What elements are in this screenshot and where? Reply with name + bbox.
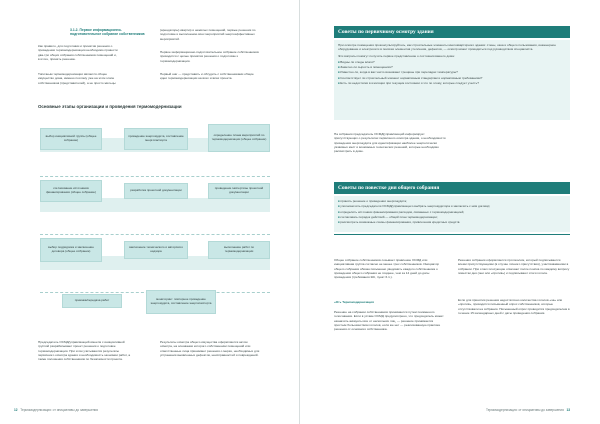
panel1-body xyxy=(334,40,570,120)
col1-subhead: «От» Термомодернизация xyxy=(334,300,374,304)
intro-col2-p1: (арендаторы) квартир и нежилых помещений, первые решения по подготовке и выполнению всех мероприятий энергоэффективных мероприятий. xyxy=(160,28,256,41)
stage-box-4: согласование источников финансирования (общее собрание) xyxy=(40,180,102,202)
panel2-title: Советы по повестке дня общего собрания xyxy=(334,182,570,194)
section-title: Первое информационно-подготовительное собрание собственников xyxy=(70,28,145,37)
right-footer-text: Термомодернизация: от инициативы до завершения xyxy=(486,408,564,412)
col1-p2: Решение на собрании собственников принимается путем поименного голосования. Если в уставе ОСМД предусмотрено, что председатель может назначить аккаунты все от нескольких лиц, — решение принимается простым большинством голосов, если же нет — реализованную практике решения от основного собственника. xyxy=(334,310,444,332)
left-footer-text: Термомодернизация: от инициативы до завершения xyxy=(20,408,99,412)
left-page-number: 12 xyxy=(14,408,18,412)
section-heading xyxy=(70,28,150,37)
stage-box-11: мониторинг: повторное проведение энергоаудита, составление энергопаспорта xyxy=(146,290,216,314)
intro-col1-p1: Как правило, для подготовки и принятия решения о проведении термомодернизации необходимо провести два-три общих собрания собственников помещений и, в итоге, принять решение. xyxy=(38,44,118,61)
stage-box-7: выбор подрядчика и заключение договора (общее собрание) xyxy=(40,238,102,262)
stage-box-6: проведение экспертизы проектной документации xyxy=(208,183,270,199)
col2-p1: Решения собрания оформляются протоколом, который подписывается всеми присутствующими (в случае личного присутствия), участвовавшими в собрании. При этом голосующие отвечают после поиска по каждому вопросу повестки дня (они или «против») и подписывают итоги голоса. xyxy=(458,258,570,275)
diagram-title: Основные этапы организации и проведения термомодернизации xyxy=(38,104,182,109)
panel1-bullet-list xyxy=(338,60,566,86)
dashed-divider-2 xyxy=(40,234,270,235)
panel1-title: Советы по первичному осмотру здания xyxy=(334,26,570,38)
right-footer xyxy=(486,408,570,412)
stage-box-3: определение плана мероприятий по термомодернизации (общее собрание) xyxy=(208,124,270,152)
bottom-col1: Председатель ОСМД/управляющий имеетм с инициативной группой разрабатывают проект решения о подготовке термомодернизации. При этом учитываются результаты первичного осмотра здания и необходимость экономии работ, а также положения собственников по безопасности проекта. xyxy=(38,340,131,362)
col2-p2: Если для принятия решения недостаточно количества голосов «за» или «против», проводится письменный опрос собственников, которые отсутствовали на собрании. Письменный опрос проводится председателем в течение 15 календарных дней с даты проведения собрания. xyxy=(458,298,570,315)
stage-box-5: разработка проектной документации xyxy=(124,183,188,199)
stage-box-1: выбор инициативной группы (общее собрание) xyxy=(40,128,102,150)
mid-paragraph: На собрании председатель ОСМД/управляющий информирует присутствующих о результатах первичного осмотра здания, о необходимости проведения энергоаудита для идентификации наиболее энергетически уязвимых мест и возможных технических решений, которые необходимо рассмотреть в доме. xyxy=(334,132,446,154)
right-page xyxy=(300,0,600,424)
intro-col2-p3: Первый шаг — представить и обсудить с собственниками общие идеи термомодернизации на всех этапах проекта. xyxy=(160,72,254,81)
stage-box-9: выполнение работ по термомодернизации xyxy=(208,241,270,259)
panel2-bullet: ■ согласовать порядок действий — общий план термомодернизации; xyxy=(338,215,566,220)
panel1-bullet: ■ Есть ли недостатки в изоляции при текущем состоянии и что по этому, которые следует учесть? xyxy=(338,81,566,86)
col1-p1: Общее собрание собственников созывает правление ОСМД или инициативная группа согласно не менее трех собственников. Инициатор общего собрания обязан письменно уведомить каждого собственника о проведении общего собрания не позднее, чем за 14 дней до даты проведения (требования ЖК, пункт 6.1.). xyxy=(334,258,440,280)
panel2-bullet: ■ принять решение о проведении энергоаудита; xyxy=(338,199,566,204)
panel2-bullet: ■ определить источники финансирования расходов, связанных с термомодернизацией; xyxy=(338,210,566,215)
panel1-bullet: ■ Видны ли следы влаги? xyxy=(338,60,566,65)
panel1-bullet: ■ Соответствует ли строительный элемент нормативным стандартам и нормативным требованиям? xyxy=(338,76,566,81)
panel2-bullet: ■ рассмотреть возможные схемы финансирования, привлечения кредитных средств. xyxy=(338,220,566,225)
stage-box-2: проведение энергоаудита, составление энергопаспорта xyxy=(124,128,188,150)
intro-col1-p2: Типичным термомодернизации является общее имущество дома, именно поэтому уже на этом этапе собственников (представителей), а не просто жильцы xyxy=(38,72,116,85)
left-footer xyxy=(14,408,98,412)
panel2-bullet: ■ уполномочить председателя ОСМД/управляющего выбрать энергоаудитора и заключить с ним договор; xyxy=(338,204,566,209)
panel2-divider xyxy=(334,234,570,235)
stage-box-8: заключение технического и авторского надзора xyxy=(124,241,188,259)
intro-col2-p2: Первое информационно-подготовительное собрание собственников проводится с целью принятия решения о подготовке к термомодернизации. xyxy=(160,50,259,63)
bottom-col2: Результаты осмотра общего имущества оформляются актом осмотра, на основании которого собственники помещений или ответственные лица принимают решения о мерах, необходимых для устранения выявленных дефектов, неисправностей и повреждений. xyxy=(160,340,260,357)
panel1-p1: При осмотре помещения проконсультируйтесь, как строительные элементы многоквартирного здания: стены, окна и общего пользования, инженерное оборудование и электросети в поисках элементов утепления, дефектов, — осмотр может проводиться под руководством специалиста. xyxy=(338,43,556,52)
dashed-divider-1 xyxy=(40,176,270,177)
panel1-bullet: ■ Заметно ли сырость в помещениях? xyxy=(338,65,566,70)
panel1-bullet: ■ Известно ли, когда в вас часто возникают трещины при перепадах температуры? xyxy=(338,70,566,75)
section-number: 3.1.2. xyxy=(70,28,79,32)
right-page-number: 13 xyxy=(566,408,571,412)
panel1-p2: Эти вопросы помогут получить первое представление о состоянии вашего дома: xyxy=(338,53,455,58)
stage-box-10: приемка/передача работ xyxy=(62,294,122,308)
panel2-body xyxy=(334,196,570,232)
